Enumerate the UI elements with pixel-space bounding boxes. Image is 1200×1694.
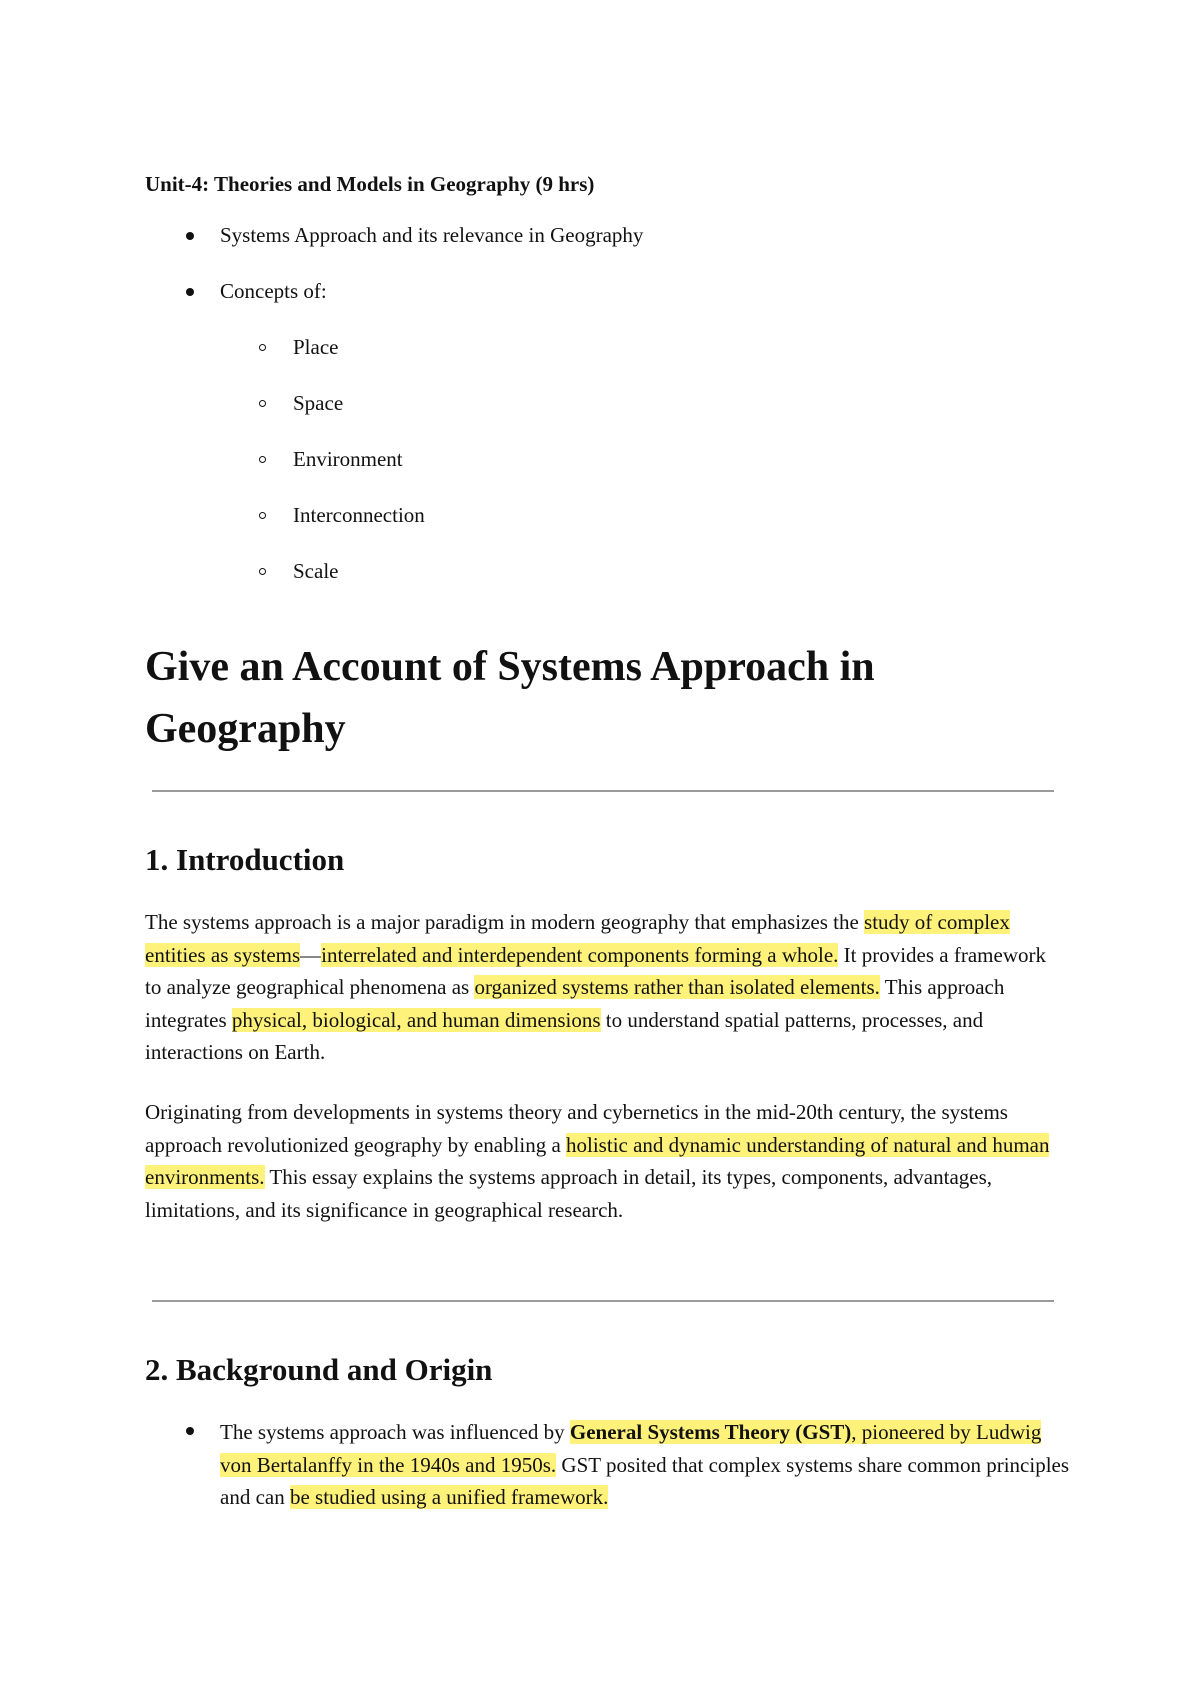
highlighted-text: interrelated and interdependent components forming a whole. bbox=[321, 942, 839, 967]
list-item-text: Concepts of: bbox=[220, 279, 327, 303]
text-run: This approach integrates bbox=[145, 975, 1005, 1032]
text-run: GST posited that complex systems share common principles and can bbox=[220, 1452, 1070, 1509]
bullet-icon bbox=[186, 232, 194, 240]
circle-bullet-icon bbox=[259, 400, 266, 407]
list-item-text: Systems Approach and its relevance in Geography bbox=[220, 223, 644, 247]
page-title bbox=[145, 636, 1045, 760]
bullet-icon bbox=[186, 288, 194, 296]
concept-interconnection: Interconnection bbox=[293, 503, 425, 527]
circle-bullet-icon bbox=[259, 344, 266, 351]
circle-bullet-icon bbox=[259, 568, 266, 575]
title-line-2: Geography bbox=[145, 706, 346, 752]
intro-paragraph-1 bbox=[145, 906, 1065, 1069]
bullet-icon bbox=[186, 1427, 194, 1435]
concept-scale: Scale bbox=[293, 559, 339, 583]
text-run: to understand spatial patterns, processes, and interactions on Earth. bbox=[145, 1007, 984, 1064]
text-run: The systems approach was influenced by bbox=[220, 1420, 570, 1444]
concept-place: Place bbox=[293, 335, 339, 359]
title-line-1: Give an Account of Systems Approach in bbox=[145, 644, 875, 690]
highlighted-text: , pioneered by Ludwig von Bertalanffy in the 1940s and 1950s. bbox=[220, 1420, 1042, 1477]
list-item-text bbox=[220, 1416, 1070, 1514]
highlighted-text: physical, biological, and human dimensions bbox=[231, 1007, 601, 1032]
text-run: It provides a framework to analyze geographical phenomena as bbox=[145, 942, 1046, 999]
highlighted-text: study of complex entities as systems bbox=[145, 910, 1010, 967]
text-run: The systems approach is a major paradigm in modern geography that emphasizes the bbox=[145, 910, 865, 934]
concept-space: Space bbox=[293, 391, 344, 415]
highlighted-text: organized systems rather than isolated elements. bbox=[474, 975, 880, 999]
intro-paragraph-2 bbox=[145, 1096, 1065, 1226]
divider bbox=[152, 1300, 1054, 1302]
text-run: Originating from developments in systems theory and cybernetics in the mid-20th century, the systems approach revolutionized geography by enabling a bbox=[145, 1100, 1008, 1157]
circle-bullet-icon bbox=[259, 512, 266, 519]
section-heading-background: 2. Background and Origin bbox=[145, 1352, 493, 1387]
highlighted-text: holistic and dynamic understanding of natural and human environments. bbox=[145, 1132, 1050, 1189]
circle-bullet-icon bbox=[259, 456, 266, 463]
unit-heading: Unit-4: Theories and Models in Geography (9 hrs) bbox=[145, 172, 595, 196]
highlighted-text: be studied using a unified framework. bbox=[289, 1485, 609, 1509]
text-run: — bbox=[300, 942, 322, 967]
text-run: This essay explains the systems approach in detail, its types, components, advantages, limitations, and its significance in geographical research. bbox=[145, 1165, 993, 1222]
divider bbox=[152, 790, 1054, 792]
section-heading-introduction: 1. Introduction bbox=[145, 842, 345, 877]
highlighted-bold-text: General Systems Theory (GST) bbox=[569, 1420, 852, 1444]
concept-environment: Environment bbox=[293, 447, 403, 471]
